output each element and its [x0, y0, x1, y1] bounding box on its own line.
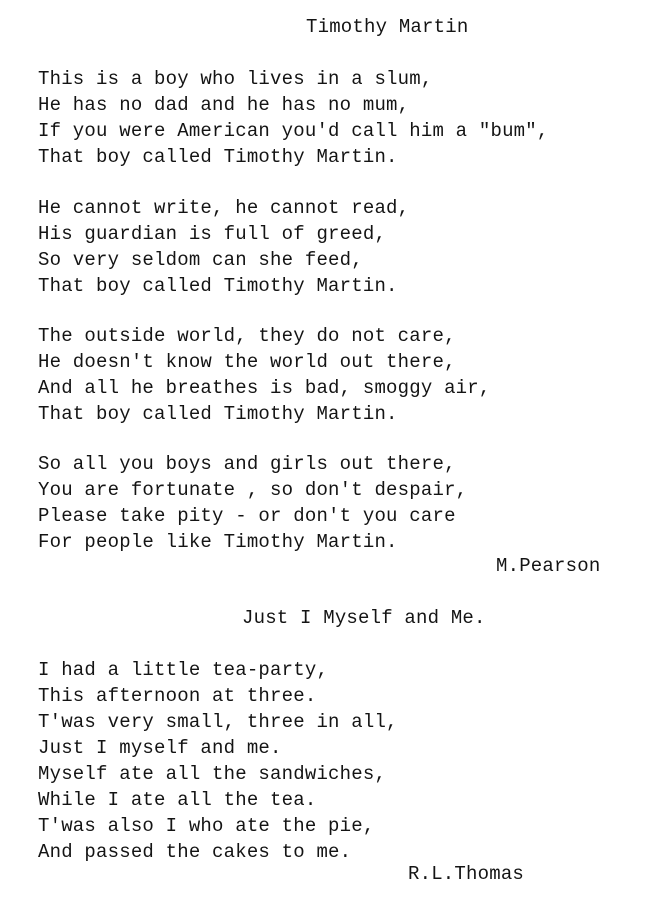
- poem-line: I had a little tea-party,: [38, 659, 329, 681]
- poem-line: Just I myself and me.: [38, 737, 282, 759]
- poem-line: And all he breathes is bad, smoggy air,: [38, 377, 491, 399]
- poem-line: His guardian is full of greed,: [38, 223, 387, 245]
- poem-line: That boy called Timothy Martin.: [38, 146, 398, 168]
- poem-line: That boy called Timothy Martin.: [38, 403, 398, 425]
- poem-line: If you were American you'd call him a "bum",: [38, 120, 549, 142]
- poem-title: Just I Myself and Me.: [242, 607, 486, 629]
- poem-line: While I ate all the tea.: [38, 789, 317, 811]
- poem-line: For people like Timothy Martin.: [38, 531, 398, 553]
- poem-line: So all you boys and girls out there,: [38, 453, 456, 475]
- poem-line: This is a boy who lives in a slum,: [38, 68, 433, 90]
- poem-line: This afternoon at three.: [38, 685, 317, 707]
- poem-line: Myself ate all the sandwiches,: [38, 763, 387, 785]
- poem-line: That boy called Timothy Martin.: [38, 275, 398, 297]
- poem-line: He doesn't know the world out there,: [38, 351, 456, 373]
- poem-line: The outside world, they do not care,: [38, 325, 456, 347]
- poem-line: T'was very small, three in all,: [38, 711, 398, 733]
- poem-line: He has no dad and he has no mum,: [38, 94, 410, 116]
- poem-author: M.Pearson: [496, 555, 601, 577]
- poem-line: You are fortunate , so don't despair,: [38, 479, 468, 501]
- poem-author: R.L.Thomas: [408, 863, 525, 885]
- poem-line: So very seldom can she feed,: [38, 249, 363, 271]
- poem-line: Please take pity - or don't you care: [38, 505, 456, 527]
- poem-title: Timothy Martin: [306, 16, 469, 38]
- poem-line: He cannot write, he cannot read,: [38, 197, 410, 219]
- poem-line: And passed the cakes to me.: [38, 841, 352, 863]
- poem-line: T'was also I who ate the pie,: [38, 815, 375, 837]
